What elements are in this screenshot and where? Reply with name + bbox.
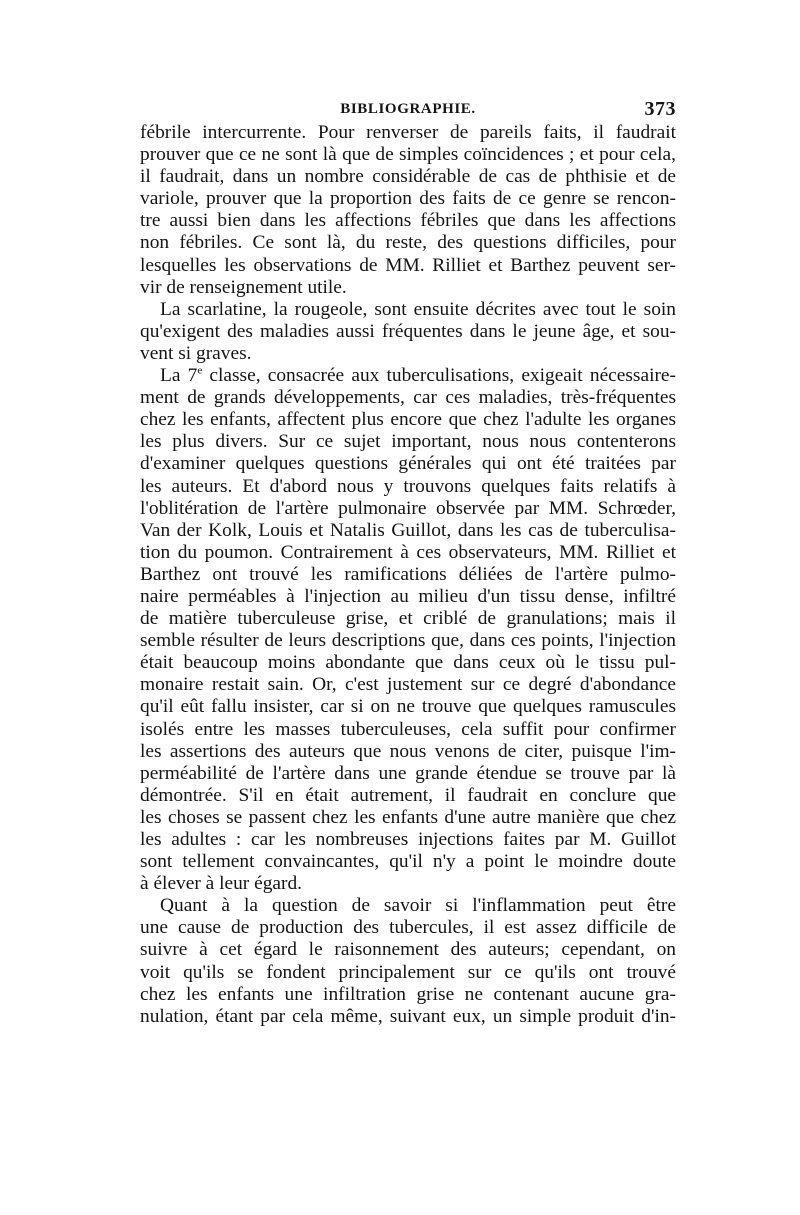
text-line: qu'il eût fallu insister, car si on ne trouve que quelques ramuscules — [140, 696, 676, 718]
text-line: les choses se passent chez les enfants d'une autre manière que chez — [140, 806, 676, 828]
paragraph — [140, 122, 676, 299]
text-line: les plus divers. Sur ce sujet important, nous nous contenterons — [140, 431, 676, 453]
text-line: La scarlatine, la rougeole, sont ensuite décrites avec tout le soin — [160, 298, 676, 320]
text-line: variole, prouver que la proportion des faits de ce genre se rencon- — [140, 188, 676, 210]
text-line: perméabilité de l'artère dans une grande étendue se trouve par là — [140, 762, 676, 784]
ordinal-superscript: e — [197, 364, 203, 377]
text-line: était beaucoup moins abondante que dans ceux où le tissu pul- — [140, 652, 676, 674]
paragraph — [140, 895, 676, 1028]
text-line: tion du poumon. Contrairement à ces observateurs, MM. Rilliet et — [140, 541, 676, 563]
book-page — [140, 98, 676, 1028]
text-line: tre aussi bien dans les affections fébriles que dans les affections — [140, 210, 676, 232]
text-line: naire perméables à l'injection au milieu d'un tissu dense, infiltré — [140, 585, 676, 607]
text-fragment: La 7 — [160, 365, 198, 387]
text-line: démontrée. S'il en était autrement, il faudrait en conclure que — [140, 784, 676, 806]
paragraph — [140, 299, 676, 365]
text-line: semble résulter de leurs descriptions que, dans ces points, l'injection — [140, 630, 676, 652]
text-line: de matière tuberculeuse grise, et criblé de granulations; mais il — [140, 608, 676, 630]
text-line: les assertions des auteurs que nous venons de citer, puisque l'im- — [140, 740, 676, 762]
text-line: ment de grands développements, car ces maladies, très-fréquentes — [140, 387, 676, 409]
text-line: prouver que ce ne sont là que de simples coïncidences ; et pour cela, — [140, 144, 676, 166]
body-text — [140, 122, 676, 1028]
page-number: 373 — [644, 98, 676, 120]
text-line: Quant à la question de savoir si l'inflammation peut être — [160, 895, 676, 917]
running-title: BIBLIOGRAPHIE. — [340, 101, 476, 117]
text-line: nulation, étant par cela même, suivant eux, un simple produit d'in- — [140, 1005, 676, 1027]
text-line: Barthez ont trouvé les ramifications déliées de l'artère pulmo- — [140, 563, 676, 585]
text-line: monaire restait sain. Or, c'est justement sur ce degré d'abondance — [140, 674, 676, 696]
text-line: isolés entre les masses tuberculeuses, cela suffit pour confirmer — [140, 718, 676, 740]
text-line: sont tellement convaincantes, qu'il n'y a point le moindre doute — [140, 851, 676, 873]
text-line — [140, 365, 676, 387]
text-line: les auteurs. Et d'abord nous y trouvons quelques faits relatifs à — [140, 475, 676, 497]
text-line: non fébriles. Ce sont là, du reste, des questions difficiles, pour — [140, 232, 676, 254]
text-line: lesquelles les observations de MM. Rilliet et Barthez peuvent ser- — [140, 254, 676, 276]
paragraph — [140, 365, 676, 895]
text-line: qu'exigent des maladies aussi fréquentes dans le jeune âge, et sou- — [140, 320, 676, 342]
text-line: les adultes : car les nombreuses injections faites par M. Guillot — [140, 829, 676, 850]
text-line: l'oblitération de l'artère pulmonaire observée par MM. Schrœder, — [140, 497, 676, 519]
text-fragment: classe, consacrée aux tuberculisations, exigeait nécessaire- — [202, 365, 676, 387]
text-line: Van der Kolk, Louis et Natalis Guillot, dans les cas de tuberculisa- — [140, 519, 676, 541]
text-line: vir de renseignement utile. — [140, 276, 347, 298]
text-line: à élever à leur égard. — [140, 873, 303, 895]
text-line: chez les enfants, affectent plus encore que chez l'adulte les organes — [140, 409, 676, 431]
text-line: il faudrait, dans un nombre considérable de cas de phthisie et de — [140, 166, 676, 188]
text-line: une cause de production des tubercules, il est assez difficile de — [140, 917, 676, 939]
text-line: voit qu'ils se fondent principalement sur ce qu'ils ont trouvé — [140, 961, 676, 983]
text-line: suivre à cet égard le raisonnement des auteurs; cependant, on — [140, 939, 676, 961]
text-line: chez les enfants une infiltration grise ne contenant aucune gra- — [140, 983, 676, 1005]
running-header — [140, 98, 676, 122]
text-line: d'examiner quelques questions générales qui ont été traitées par — [140, 453, 676, 475]
text-line: vent si graves. — [140, 342, 252, 364]
text-line: fébrile intercurrente. Pour renverser de pareils faits, il faudrait — [140, 122, 676, 143]
